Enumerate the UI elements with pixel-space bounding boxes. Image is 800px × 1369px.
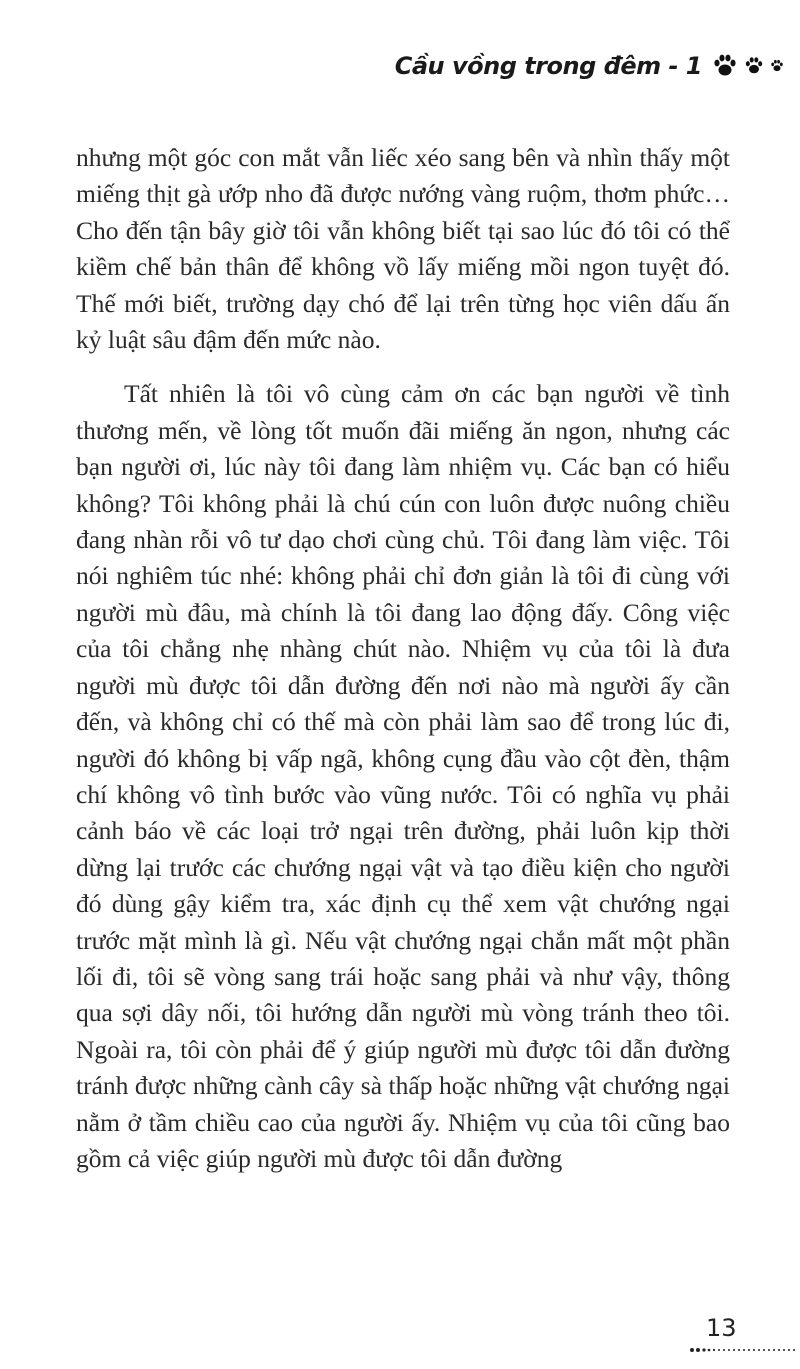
footer-dotted-rule bbox=[690, 1346, 800, 1354]
paw-ornament bbox=[712, 53, 784, 79]
paw-print-icon bbox=[770, 59, 784, 73]
paw-print-icon bbox=[744, 56, 764, 76]
body-text bbox=[76, 140, 730, 1177]
paragraph: nhưng một góc con mắt vẫn liếc xéo sang bên và nhìn thấy một miếng thịt gà ướp nho đã được nướng vàng ruộm, thơm phức… Cho đến tận bây giờ tôi vẫn không biết tại sao lúc đó tôi có thể kiềm chế bản thân để không vồ lấy miếng mồi ngon tuyệt đó. Thế mới biết, trường dạy chó để lại trên từng học viên dấu ấn kỷ luật sâu đậm đến mức nào. bbox=[76, 143, 730, 355]
running-title: Cầu vồng trong đêm - 1 bbox=[394, 52, 702, 80]
page-number: 13 bbox=[706, 1314, 737, 1342]
paw-print-icon bbox=[712, 53, 738, 79]
paragraph: Tất nhiên là tôi vô cùng cảm ơn các bạn người về tình thương mến, về lòng tốt muốn đãi miếng ăn ngon, nhưng các bạn người ơi, lúc này tôi đang làm nhiệm vụ. Các bạn có hiểu không? Tôi không phải là chú cún con luôn được nuông chiều đang nhàn rỗi vô tư dạo chơi cùng chủ. Tôi đang làm việc. Tôi nói nghiêm túc nhé: không phải chỉ đơn giản là tôi đi cùng với người mù đâu, mà chính là tôi đang lao động đấy. Công việc của tôi chẳng nhẹ nhàng chút nào. Nhiệm vụ của tôi là đưa người mù được tôi dẫn đường đến nơi nào mà người ấy cần đến, và không chỉ có thế mà còn phải làm sao để trong lúc đi, người đó không bị vấp ngã, không cụng đầu vào cột đèn, thậm chí không vô tình bước vào vũng nước. Tôi có nghĩa vụ phải cảnh báo về các loại trở ngại trên đường, phải luôn kịp thời dừng lại trước các chướng ngại vật và tạo điều kiện cho người đó dùng gậy kiểm tra, xác định cụ thể xem vật chướng ngại trước mặt mình là gì. Nếu vật chướng ngại chắn mất một phần lối đi, tôi sẽ vòng sang trái hoặc sang phải và như vậy, thông qua sợi dây nối, tôi hướng dẫn người mù vòng tránh theo tôi. Ngoài ra, tôi còn phải để ý giúp người mù được tôi dẫn đường tránh được những cành cây sà thấp hoặc những vật chướng ngại nằm ở tầm chiều cao của người ấy. Nhiệm vụ của tôi cũng bao gồm cả việc giúp người mù được tôi dẫn đường bbox=[76, 379, 730, 1173]
running-header bbox=[395, 52, 784, 80]
